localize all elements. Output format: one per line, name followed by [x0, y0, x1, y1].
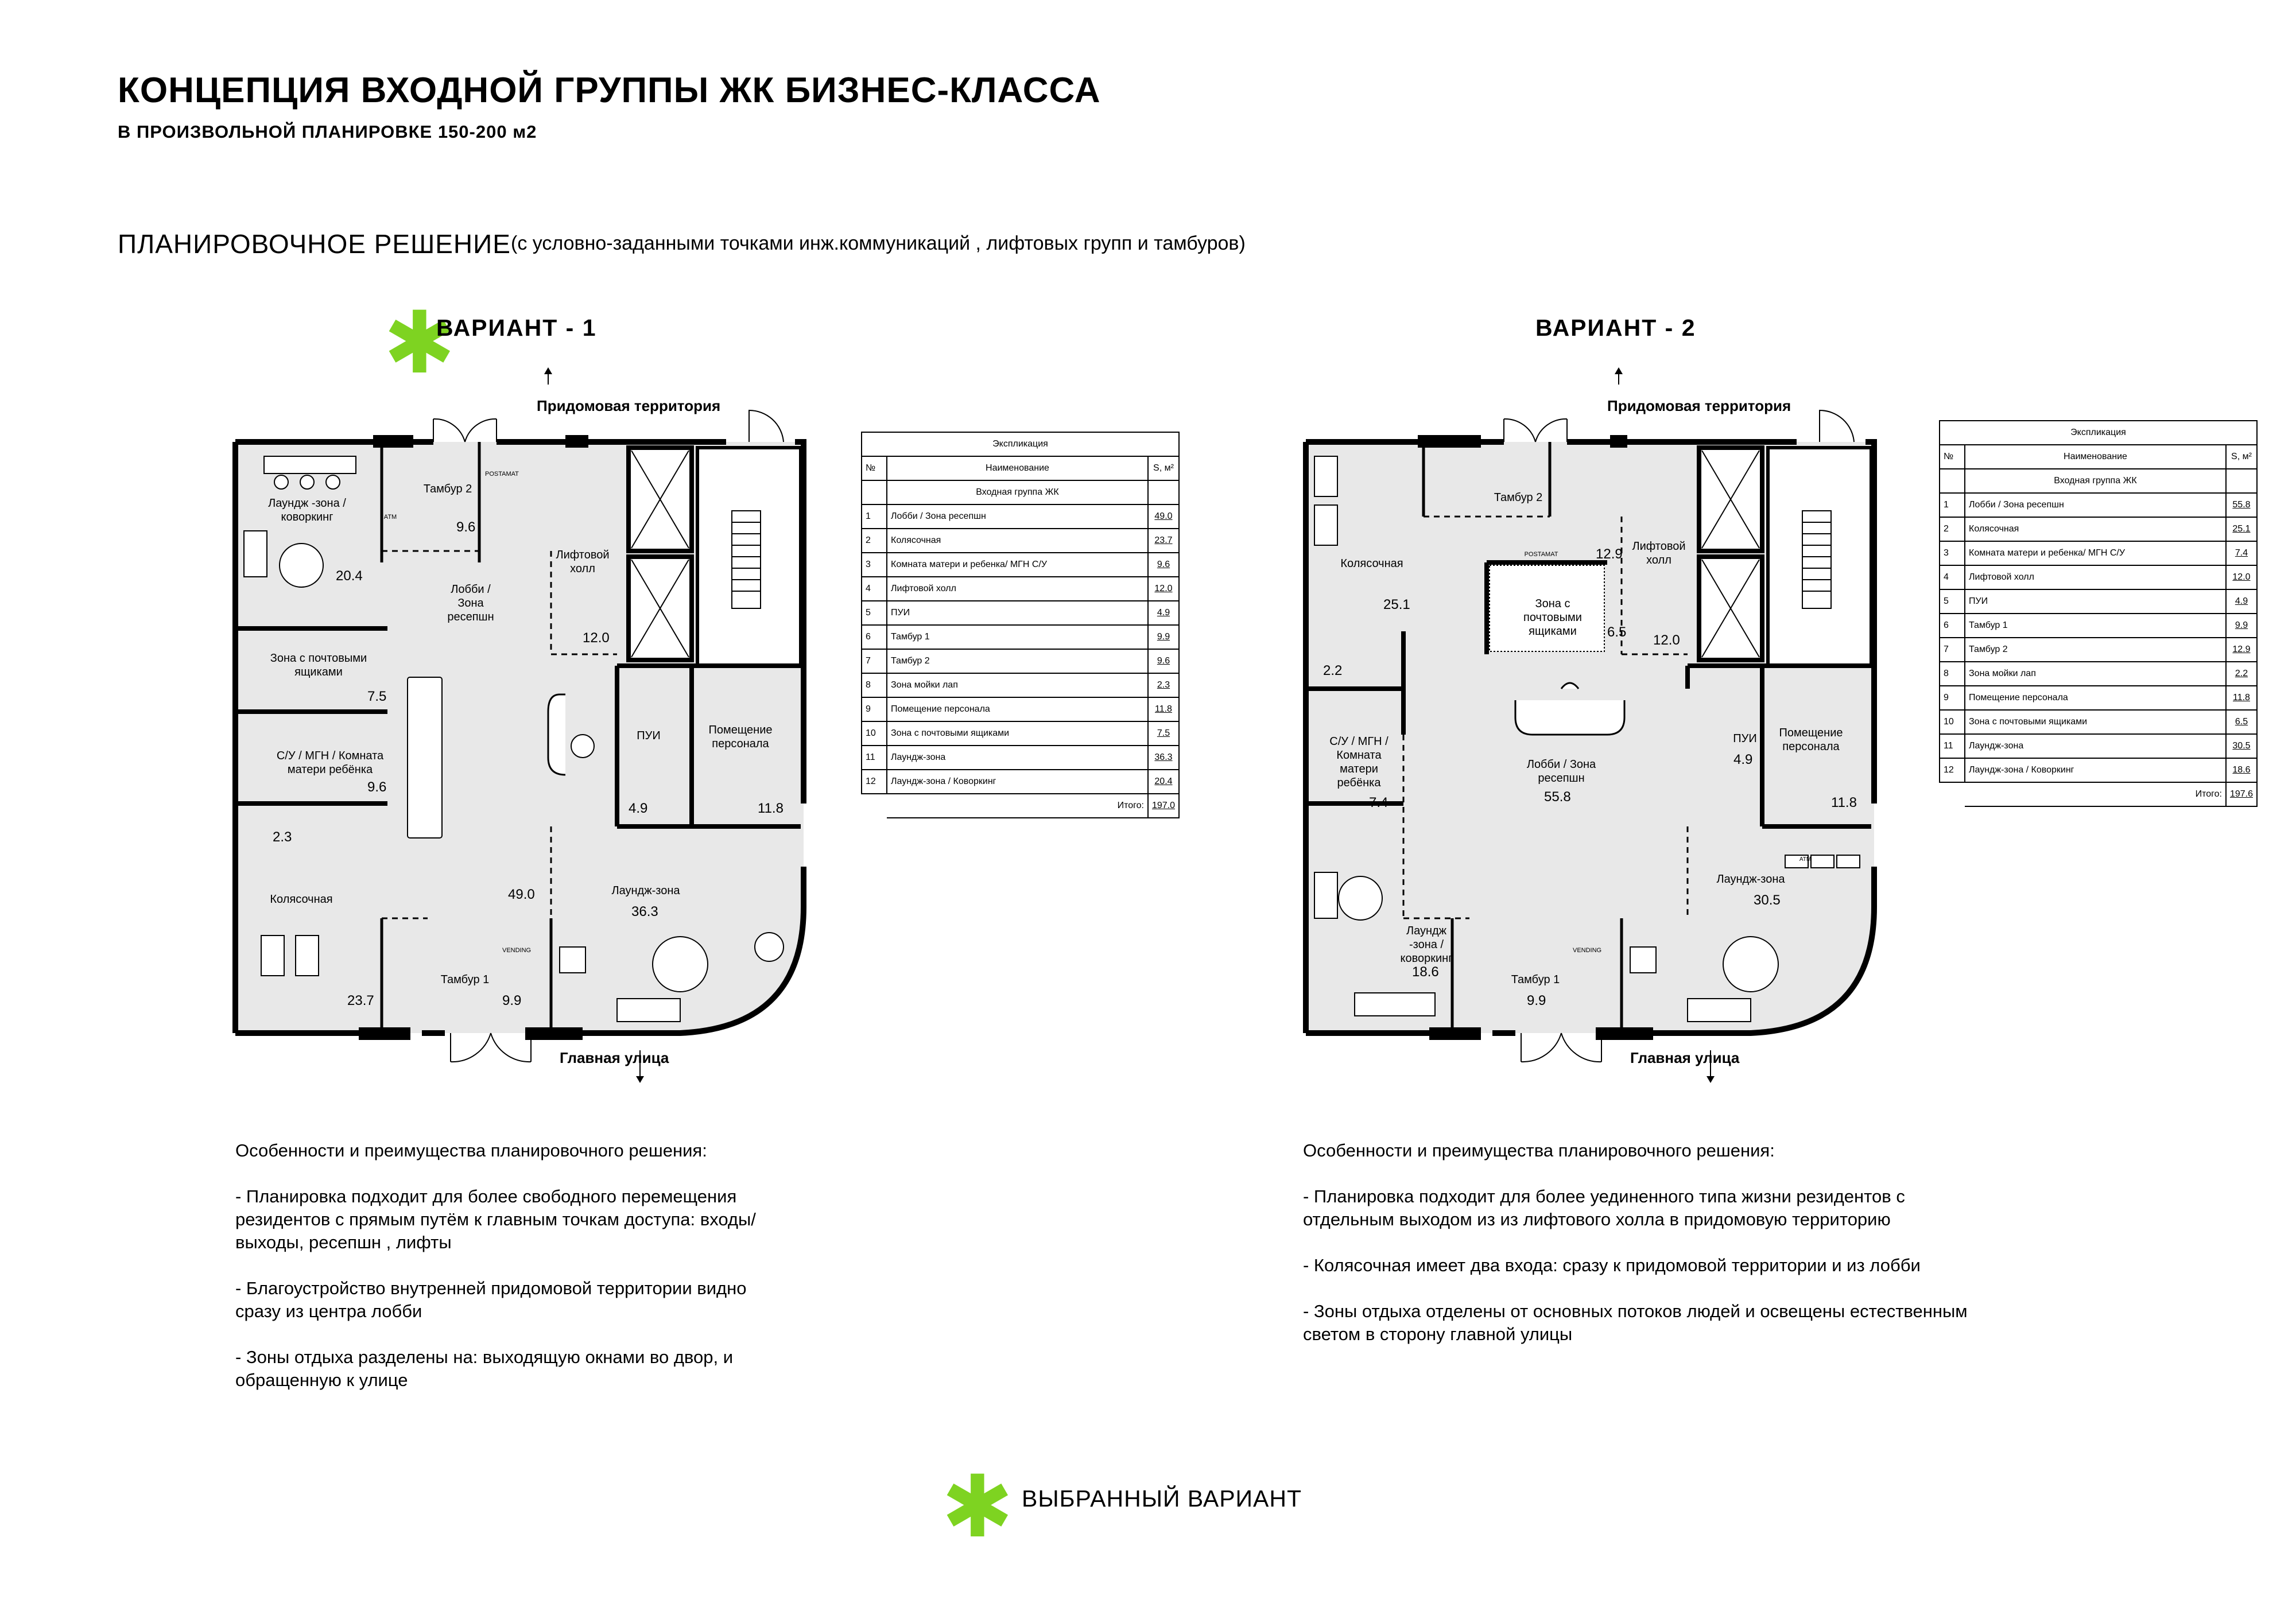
table-row	[1940, 541, 2257, 565]
room-stroller: Колясочная	[270, 893, 333, 906]
row-name: Комната матери и ребенка/ МГН С/У	[887, 553, 1148, 577]
table-group: Входная группа ЖК	[1965, 469, 2226, 493]
row-num: 8	[862, 673, 887, 697]
area: 4.9	[629, 801, 648, 816]
row-num: 5	[1940, 589, 1965, 614]
row-name: Лаундж-зона / Коворкинг	[1965, 758, 2226, 782]
row-num: 3	[862, 553, 887, 577]
room-pui: ПУИ	[637, 729, 661, 742]
row-num: 10	[862, 721, 887, 746]
room-tambour2: Тамбур 2	[423, 483, 472, 495]
col-name: Наименование	[887, 456, 1148, 480]
feature-item: - Колясочная имеет два входа: сразу к придомовой территории и из лобби	[1303, 1255, 1921, 1275]
explication-table-variant1	[861, 432, 1180, 818]
area: 18.6	[1412, 964, 1439, 980]
feature-item: - Благоустройство внутренней придомовой территории видно сразу из центра лобби	[235, 1278, 747, 1321]
row-area: 20.4	[1148, 770, 1179, 794]
row-num: 1	[1940, 493, 1965, 517]
table-row	[1940, 589, 2257, 614]
feature-item: - Зоны отдыха разделены на: выходящую окнами во двор, и обращенную к улице	[235, 1347, 734, 1390]
row-name: Лобби / Зона ресепшн	[1965, 493, 2226, 517]
room-lounge-cowork: Лаундж -зона / коворкинг	[1400, 925, 1453, 965]
row-name: Колясочная	[1965, 517, 2226, 541]
row-name: ПУИ	[887, 601, 1148, 625]
area: 11.8	[1831, 795, 1857, 810]
row-area: 2.2	[2226, 662, 2257, 686]
table-row	[862, 649, 1179, 673]
area: 9.6	[456, 519, 476, 535]
row-area: 4.9	[1148, 601, 1179, 625]
table-row	[1940, 662, 2257, 686]
atm-label: ATM	[383, 514, 397, 521]
vending-label: VENDING	[502, 947, 532, 954]
table-row	[1940, 493, 2257, 517]
room-pui: ПУИ	[1733, 732, 1757, 745]
room-staff: Помещение персонала	[1779, 727, 1843, 753]
row-area: 11.8	[2226, 686, 2257, 710]
features-variant2	[1303, 1139, 1980, 1369]
room-lounge: Лаундж-зона	[1716, 873, 1785, 886]
feature-item: - Зоны отдыха отделены от основных потоков людей и освещены естественным светом в сторону главной улицы	[1303, 1301, 1968, 1344]
table-row	[1940, 686, 2257, 710]
area: 25.1	[1383, 597, 1410, 612]
row-name: Колясочная	[887, 529, 1148, 553]
total-label: Итого:	[1965, 782, 2226, 806]
variant2-title: ВАРИАНТ - 2	[1535, 315, 1696, 341]
row-name: ПУИ	[1965, 589, 2226, 614]
row-area: 12.0	[2226, 565, 2257, 589]
table-row	[862, 746, 1179, 770]
area: 12.0	[1653, 632, 1680, 648]
street-label: Главная улица	[560, 1049, 669, 1066]
room-lounge-cowork: Лаундж -зона / коворкинг	[268, 497, 346, 523]
row-num: 11	[1940, 734, 1965, 758]
row-name: Лаундж-зона / Коворкинг	[887, 770, 1148, 794]
row-num: 11	[862, 746, 887, 770]
table-row	[1940, 758, 2257, 782]
area: 2.3	[273, 829, 292, 845]
room-lobby: Лобби / Зона ресепшн	[447, 583, 494, 623]
row-num: 4	[862, 577, 887, 601]
area: 2.2	[1323, 663, 1343, 678]
row-area: 12.9	[2226, 638, 2257, 662]
row-name: Тамбур 2	[887, 649, 1148, 673]
row-name: Лифтовой холл	[887, 577, 1148, 601]
row-num: 3	[1940, 541, 1965, 565]
yard-label: Придомовая территория	[537, 397, 721, 414]
room-staff: Помещение персонала	[708, 724, 773, 750]
asterisk-icon: ✱	[941, 1458, 1014, 1555]
room-tambour1: Тамбур 1	[440, 973, 490, 986]
row-area: 9.9	[2226, 614, 2257, 638]
row-name: Комната матери и ребенка/ МГН С/У	[1965, 541, 2226, 565]
row-area: 6.5	[2226, 710, 2257, 734]
row-area: 49.0	[1148, 504, 1179, 529]
row-name: Помещение персонала	[1965, 686, 2226, 710]
row-num: 5	[862, 601, 887, 625]
row-num: 9	[1940, 686, 1965, 710]
table-row	[1940, 734, 2257, 758]
room-stroller: Колясочная	[1340, 557, 1403, 570]
room-wc: С/У / МГН / Комната матери ребёнка	[276, 750, 384, 776]
row-num: 1	[862, 504, 887, 529]
row-name: Лифтовой холл	[1965, 565, 2226, 589]
row-num: 6	[1940, 614, 1965, 638]
room-tambour1: Тамбур 1	[1511, 973, 1560, 986]
room-lift-hall: Лифтовой холл	[1632, 540, 1686, 566]
row-area: 30.5	[2226, 734, 2257, 758]
table-row	[1940, 614, 2257, 638]
row-name: Помещение персонала	[887, 697, 1148, 721]
room-wc: С/У / МГН / Комната матери ребёнка	[1329, 735, 1389, 789]
table-row	[1940, 565, 2257, 589]
table-row	[862, 770, 1179, 794]
row-num: 4	[1940, 565, 1965, 589]
row-area: 9.9	[1148, 625, 1179, 649]
features-variant1	[235, 1139, 786, 1415]
table-group: Входная группа ЖК	[887, 480, 1148, 504]
area: 12.0	[583, 630, 610, 646]
row-num: 12	[1940, 758, 1965, 782]
row-num: 7	[862, 649, 887, 673]
page-subtitle: В ПРОИЗВОЛЬНОЙ ПЛАНИРОВКЕ 150-200 м2	[118, 122, 537, 142]
table-row	[862, 553, 1179, 577]
street-label: Главная улица	[1630, 1049, 1740, 1066]
section-title: ПЛАНИРОВОЧНОЕ РЕШЕНИЕ	[118, 229, 511, 259]
row-name: Зона с почтовыми ящиками	[1965, 710, 2226, 734]
row-name: Зона с почтовыми ящиками	[887, 721, 1148, 746]
postamat-label: POSTAMAT	[1524, 551, 1558, 558]
room-lounge: Лаундж-зона	[611, 884, 680, 897]
area: 12.9	[1596, 546, 1623, 562]
row-area: 55.8	[2226, 493, 2257, 517]
table-row	[862, 721, 1179, 746]
row-name: Лаундж-зона	[887, 746, 1148, 770]
asterisk-icon: ✱	[383, 294, 456, 391]
row-num: 6	[862, 625, 887, 649]
area: 36.3	[631, 904, 658, 919]
row-area: 23.7	[1148, 529, 1179, 553]
row-num: 9	[862, 697, 887, 721]
feature-item: - Планировка подходит для более свободного перемещения резидентов с прямым путём к главным точкам доступа: входы/выходы, ресепшн , лифты	[235, 1186, 756, 1252]
area: 11.8	[758, 801, 784, 816]
row-num: 7	[1940, 638, 1965, 662]
row-name: Лаундж-зона	[1965, 734, 2226, 758]
col-name: Наименование	[1965, 445, 2226, 469]
total-value: 197.0	[1148, 794, 1179, 818]
table-row	[1940, 517, 2257, 541]
row-area: 9.6	[1148, 553, 1179, 577]
row-area: 18.6	[2226, 758, 2257, 782]
col-area: S, м²	[2226, 445, 2257, 469]
feature-item: - Планировка подходит для более уединенного типа жизни резидентов с отдельным выходом из из лифтового холла в придомовую территорию	[1303, 1186, 1905, 1229]
col-area: S, м²	[1148, 456, 1179, 480]
room-tambour2: Тамбур 2	[1494, 491, 1543, 504]
area: 9.9	[502, 993, 522, 1008]
area: 55.8	[1544, 789, 1571, 805]
features-heading: Особенности и преимущества планировочного решения:	[1303, 1140, 1775, 1160]
room-mail: Зона с почтовыми ящиками	[270, 652, 367, 678]
room-lobby: Лобби / Зона ресепшн	[1526, 758, 1596, 785]
area: 20.4	[336, 568, 363, 584]
section-note: (с условно-заданными точками инж.коммуникаций , лифтовых групп и тамбуров)	[511, 232, 1246, 254]
area: 9.9	[1527, 993, 1546, 1008]
postamat-label: POSTAMAT	[485, 471, 519, 478]
table-row	[862, 673, 1179, 697]
row-area: 2.3	[1148, 673, 1179, 697]
total-value: 197.6	[2226, 782, 2257, 806]
col-num: №	[1940, 445, 1965, 469]
area: 30.5	[1754, 892, 1781, 908]
table-title: Экспликация	[1940, 421, 2257, 445]
row-area: 12.0	[1148, 577, 1179, 601]
table-title: Экспликация	[862, 432, 1179, 456]
row-area: 7.4	[2226, 541, 2257, 565]
row-num: 2	[862, 529, 887, 553]
room-lift-hall: Лифтовой холл	[556, 549, 610, 575]
row-name: Тамбур 1	[1965, 614, 2226, 638]
row-area: 36.3	[1148, 746, 1179, 770]
row-area: 9.6	[1148, 649, 1179, 673]
room-mail: Зона с почтовыми ящиками	[1523, 597, 1582, 638]
area: 6.5	[1607, 624, 1627, 640]
row-area: 25.1	[2226, 517, 2257, 541]
table-row	[862, 625, 1179, 649]
row-num: 12	[862, 770, 887, 794]
row-num: 8	[1940, 662, 1965, 686]
table-row	[1940, 710, 2257, 734]
vending-label: VENDING	[1573, 947, 1602, 954]
explication-table-variant2	[1939, 420, 2258, 807]
total-label: Итого:	[887, 794, 1148, 818]
row-area: 11.8	[1148, 697, 1179, 721]
row-name: Лобби / Зона ресепшн	[887, 504, 1148, 529]
floor-plan-variant1	[227, 367, 818, 1102]
atm-label: ATM	[1799, 856, 1812, 863]
row-area: 4.9	[2226, 589, 2257, 614]
page-title: КОНЦЕПЦИЯ ВХОДНОЙ ГРУППЫ ЖК БИЗНЕС-КЛАССА	[118, 71, 1101, 110]
area: 49.0	[508, 887, 535, 902]
table-row	[1940, 638, 2257, 662]
area: 7.4	[1369, 795, 1389, 810]
table-row	[862, 504, 1179, 529]
row-name: Зона мойки лап	[1965, 662, 2226, 686]
table-row	[862, 697, 1179, 721]
table-row	[862, 529, 1179, 553]
yard-label: Придомовая территория	[1607, 397, 1791, 414]
row-area: 7.5	[1148, 721, 1179, 746]
row-name: Тамбур 1	[887, 625, 1148, 649]
table-row	[862, 601, 1179, 625]
features-heading: Особенности и преимущества планировочного решения:	[235, 1140, 707, 1160]
area: 7.5	[367, 689, 387, 704]
row-name: Тамбур 2	[1965, 638, 2226, 662]
row-num: 2	[1940, 517, 1965, 541]
area: 23.7	[347, 993, 374, 1008]
col-num: №	[862, 456, 887, 480]
table-row	[862, 577, 1179, 601]
floor-plan-variant2	[1297, 367, 1888, 1102]
area: 4.9	[1733, 752, 1753, 767]
row-name: Зона мойки лап	[887, 673, 1148, 697]
row-num: 10	[1940, 710, 1965, 734]
variant1-title: ВАРИАНТ - 1	[436, 315, 597, 341]
area: 9.6	[367, 779, 387, 795]
chosen-variant-label: ВЫБРАННЫЙ ВАРИАНТ	[1022, 1485, 1302, 1512]
